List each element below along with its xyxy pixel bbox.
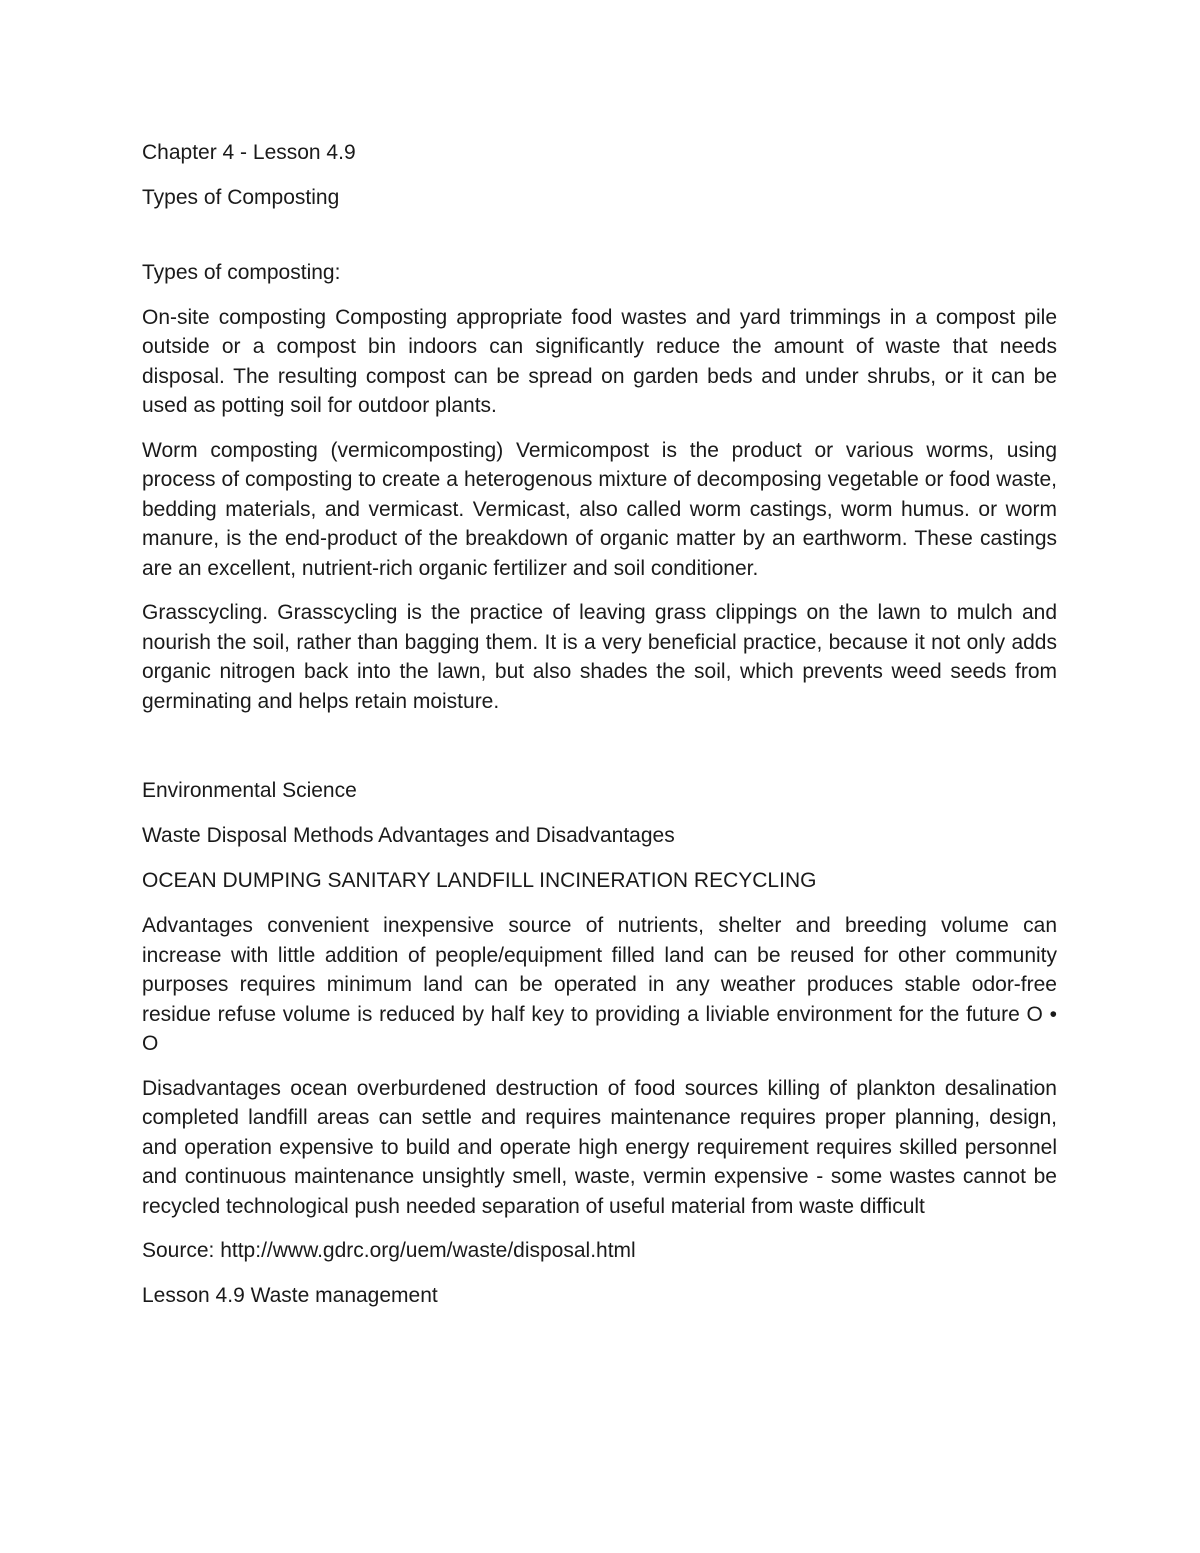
- source-line: Source: http://www.gdrc.org/uem/waste/disposal.html: [142, 1239, 636, 1262]
- document-title: Types of Composting: [142, 186, 340, 209]
- worm-composting-paragraph: Worm composting (vermicomposting) Vermicompost is the product or various worms, using process of composting to create a heterogenous mixture of decomposing vegetable or food waste, bedding materials, and vermicast. Vermicast, also called worm castings, worm humus. or worm manure, is the end-product of the breakdown of organic matter by an earthworm. These castings are an excellent, nutrient-rich organic fertilizer and soil conditioner.: [142, 438, 1057, 580]
- document-body: [142, 138, 1057, 1326]
- subject-heading: Environmental Science: [142, 779, 357, 802]
- disadvantages-paragraph: Disadvantages ocean overburdened destruction of food sources killing of plankton desalination completed landfill areas can settle and requires maintenance requires proper planning, design, and operation expensive to build and operate high energy requirement requires skilled personnel and continuous maintenance unsightly smell, waste, vermin expensive - some wastes cannot be recycled technological push needed separation of useful material from waste difficult: [142, 1076, 1057, 1218]
- onsite-composting-paragraph: On-site composting Composting appropriate food wastes and yard trimmings in a compost pile outside or a compost bin indoors can significantly reduce the amount of waste that needs disposal. The resulting compost can be spread on garden beds and under shrubs, or it can be used as potting soil for outdoor plants.: [142, 305, 1057, 417]
- section-intro: Types of composting:: [142, 260, 341, 284]
- chapter-heading: Chapter 4 - Lesson 4.9: [142, 141, 356, 164]
- grasscycling-paragraph: Grasscycling. Grasscycling is the practice of leaving grass clippings on the lawn to mulch and nourish the soil, rather than bagging them. It is a very beneficial practice, because it not only adds organic nitrogen back into the lawn, but also shades the soil, which prevents weed seeds from germinating and helps retain moisture.: [142, 601, 1057, 713]
- subtitle-heading: Waste Disposal Methods Advantages and Disadvantages: [142, 824, 675, 847]
- methods-line: OCEAN DUMPING SANITARY LANDFILL INCINERATION RECYCLING: [142, 869, 817, 892]
- advantages-paragraph: Advantages convenient inexpensive source of nutrients, shelter and breeding volume can increase with little addition of people/equipment filled land can be reused for other community purposes requires minimum land can be operated in any weather produces stable odor-free residue refuse volume is reduced by half key to providing a liviable environment for the future O • O: [142, 914, 1057, 1055]
- footer-line: Lesson 4.9 Waste management: [142, 1284, 438, 1307]
